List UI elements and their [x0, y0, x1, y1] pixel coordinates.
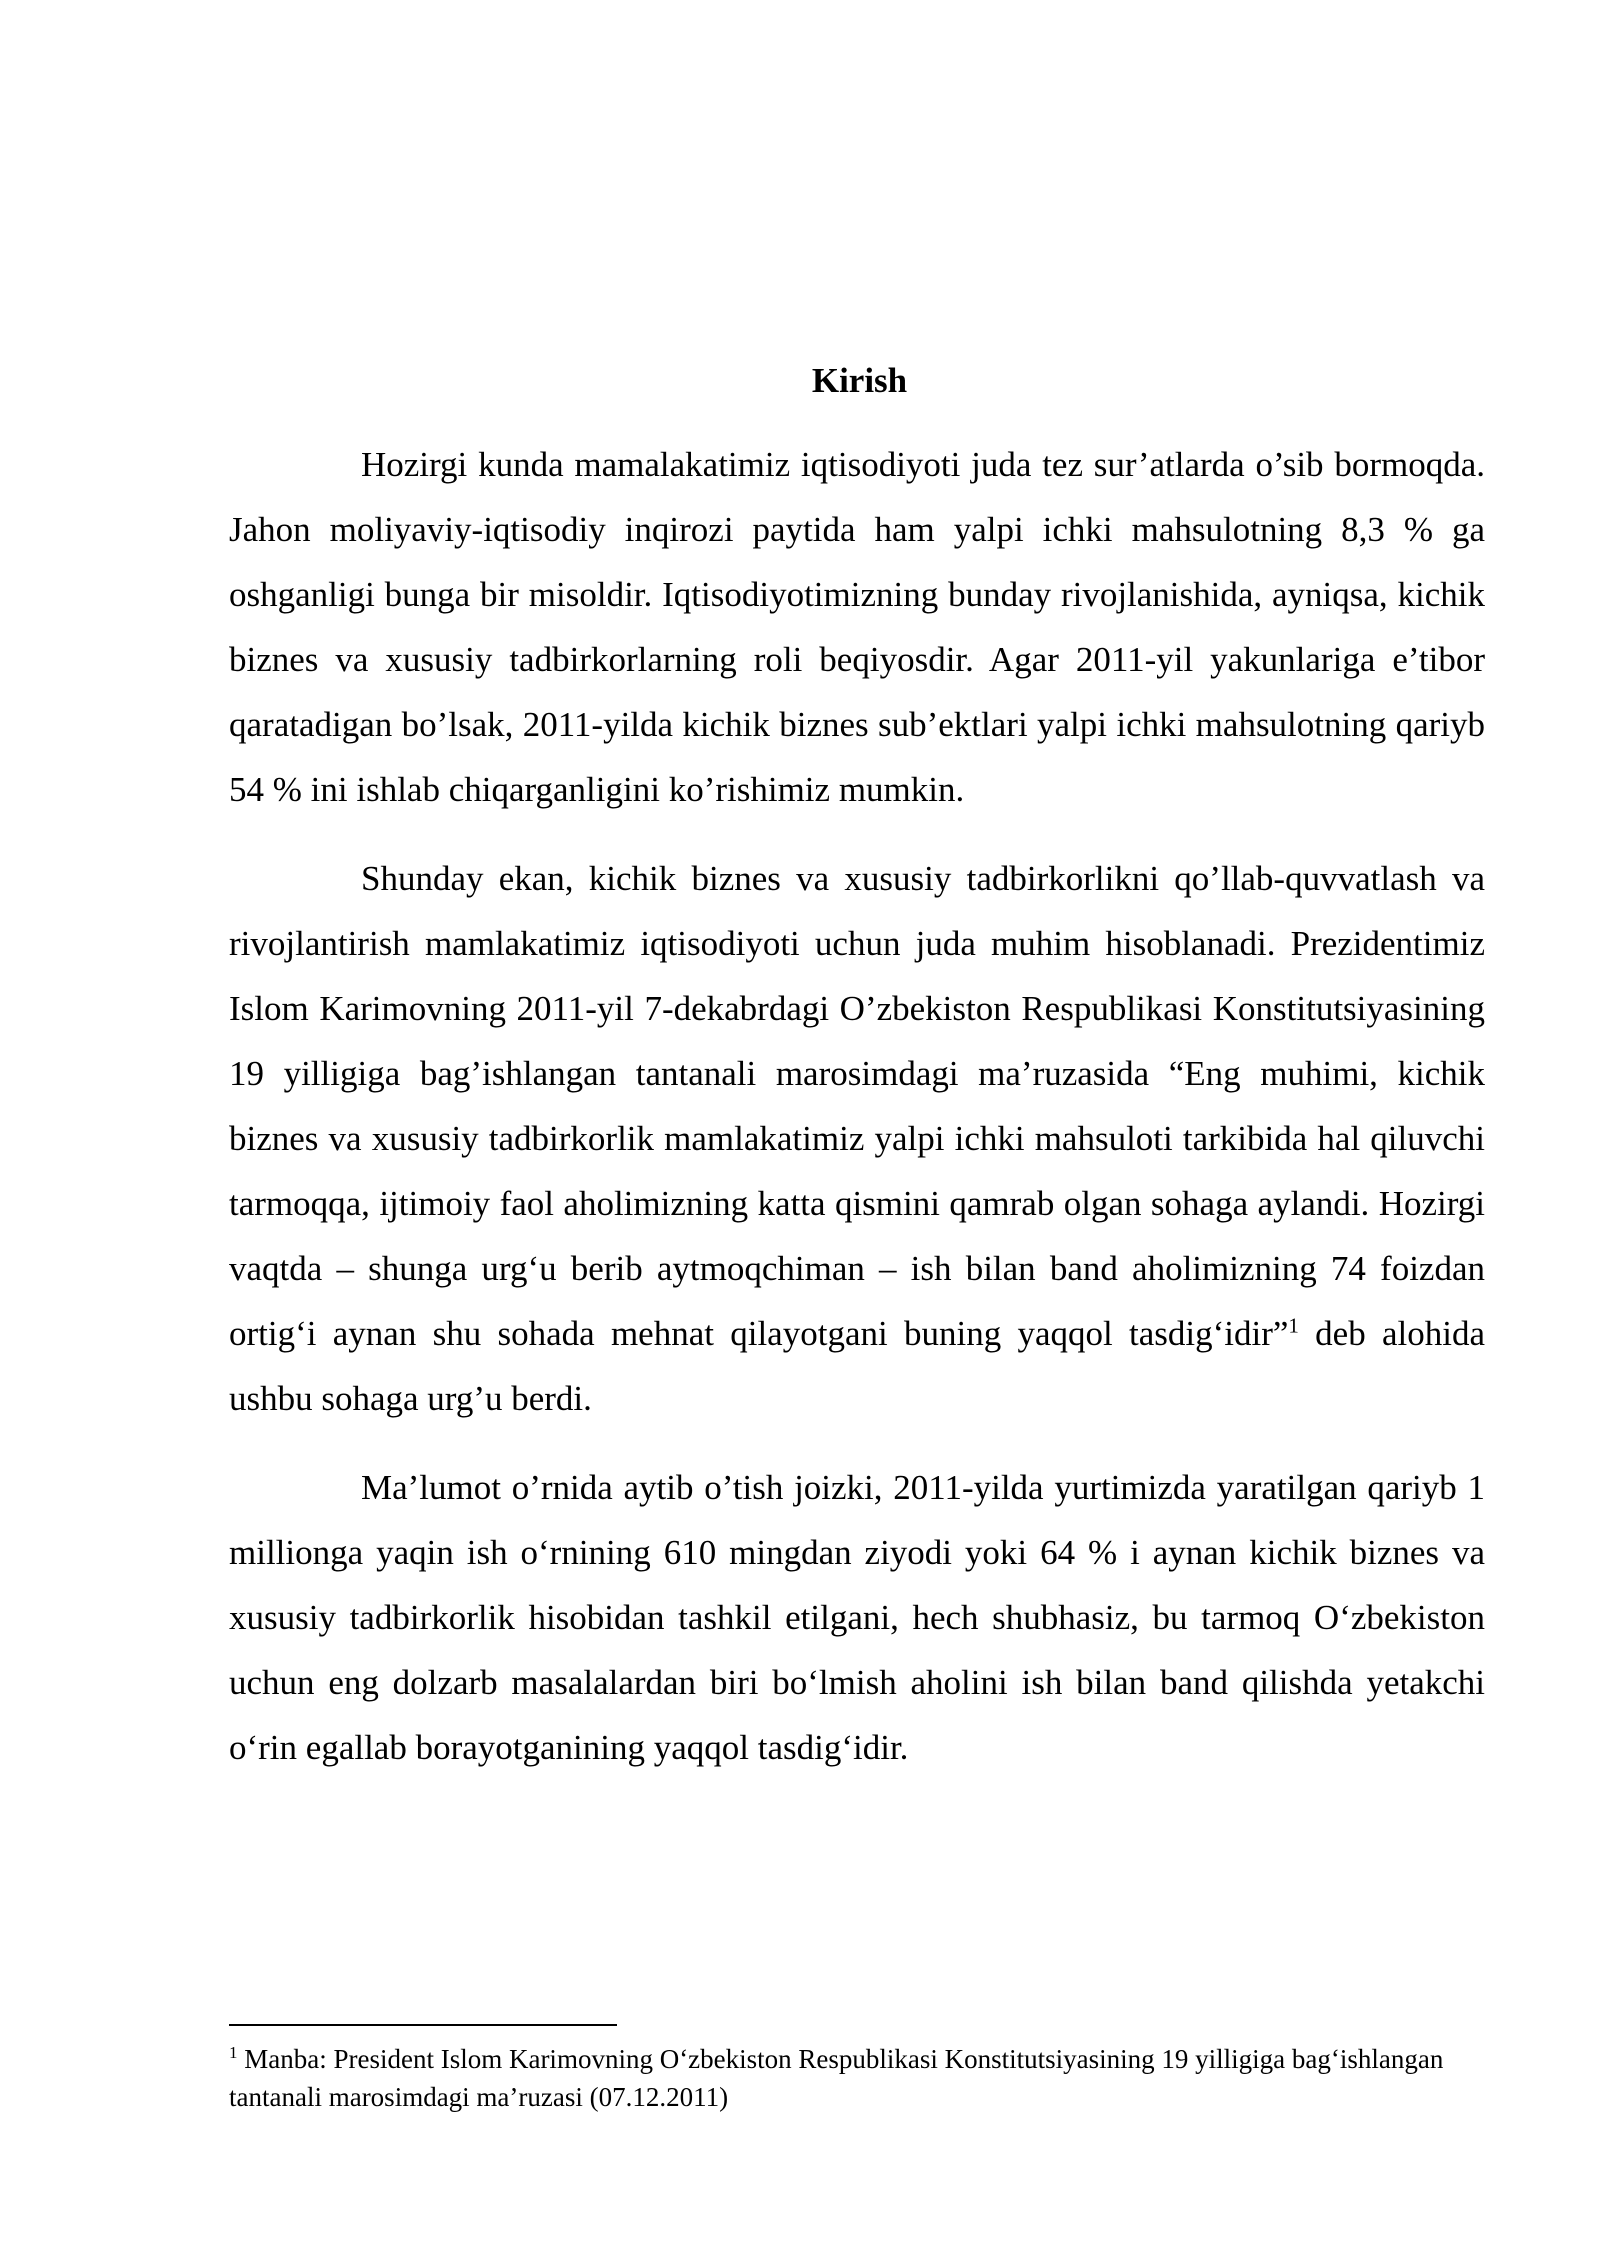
paragraph-2-text-end: deb alohida ushbu sohaga urg’u berdi. [229, 1314, 1485, 1418]
paragraph-3: Ma’lumot o’rnida aytib o’tish joizki, 2011-yilda yurtimizda yaratilgan qariyb 1 millionga yaqin ish o‘rnining 610 mingdan ziyodi yoki 64 % i aynan kichik biznes va xususiy tadbirkorlik hisobidan tashkil etilgani, hech shubhasiz, bu tarmoq O‘zbekiston uchun eng dolzarb masalalardan biri bo‘lmish aholini ish bilan band qilishda yetakchi o‘rin egallab borayotganining yaqqol tasdig‘idir. [229, 1468, 1485, 1767]
footnote-number: 1 [229, 2043, 238, 2062]
page-title: Kirish [811, 361, 908, 400]
footnote-text: Manba: President Islom Karimovning O‘zbekiston Respublikasi Konstitutsiyasining 19 yilligiga bag‘ishlangan tantanali marosimdagi ma’ruzasi (07.12.2011) [229, 2044, 1444, 2112]
footnote [229, 2040, 1485, 2116]
paragraph-2 [229, 846, 1485, 1431]
footnote-reference[interactable]: 1 [1288, 1313, 1299, 1338]
footnote-separator [229, 2024, 617, 2026]
document-body [229, 356, 1485, 1804]
footnote-area [229, 2024, 1485, 2116]
paragraph-1: Hozirgi kunda mamalakatimiz iqtisodiyoti juda tez sur’atlarda o’sib bormoqda. Jahon moliyaviy-iqtisodiy inqirozi paytida ham yalpi ichki mahsulotning 8,3 % ga oshganligi bunga bir misoldir. Iqtisodiyotimizning bunday rivojlanishida, ayniqsa, kichik biznes va xususiy tadbirkorlarning roli beqiyosdir. Agar 2011-yil yakunlariga e’tibor qaratadigan bo’lsak, 2011-yilda kichik biznes sub’ektlari yalpi ichki mahsulotning qariyb 54 % ini ishlab chiqarganligini ko’rishimiz mumkin. [229, 445, 1485, 809]
paragraph-2-text: Shunday ekan, kichik biznes va xususiy tadbirkorlikni qo’llab-quvvatlash va rivojlantirish mamlakatimiz iqtisodiyoti uchun juda muhim hisoblanadi. Prezidentimiz Islom Karimovning 2011-yil 7-dekabrdagi O’zbekiston Respublikasi Konstitutsiyasining 19 yilligiga bag’ishlangan tantanali marosimdagi ma’ruzasida “Eng muhimi, kichik biznes va xususiy tadbirkorlik mamlakatimiz yalpi ichki mahsuloti tarkibida hal qiluvchi tarmoqqa, ijtimoiy faol aholimizning katta qismini qamrab olgan sohaga aylandi. Hozirgi vaqtda – shunga urg‘u berib aytmoqchiman – ish bilan band aholimizning 74 foizdan ortig‘i aynan shu sohada mehnat qilayotgani buning yaqqol tasdig‘idir” [229, 859, 1485, 1353]
